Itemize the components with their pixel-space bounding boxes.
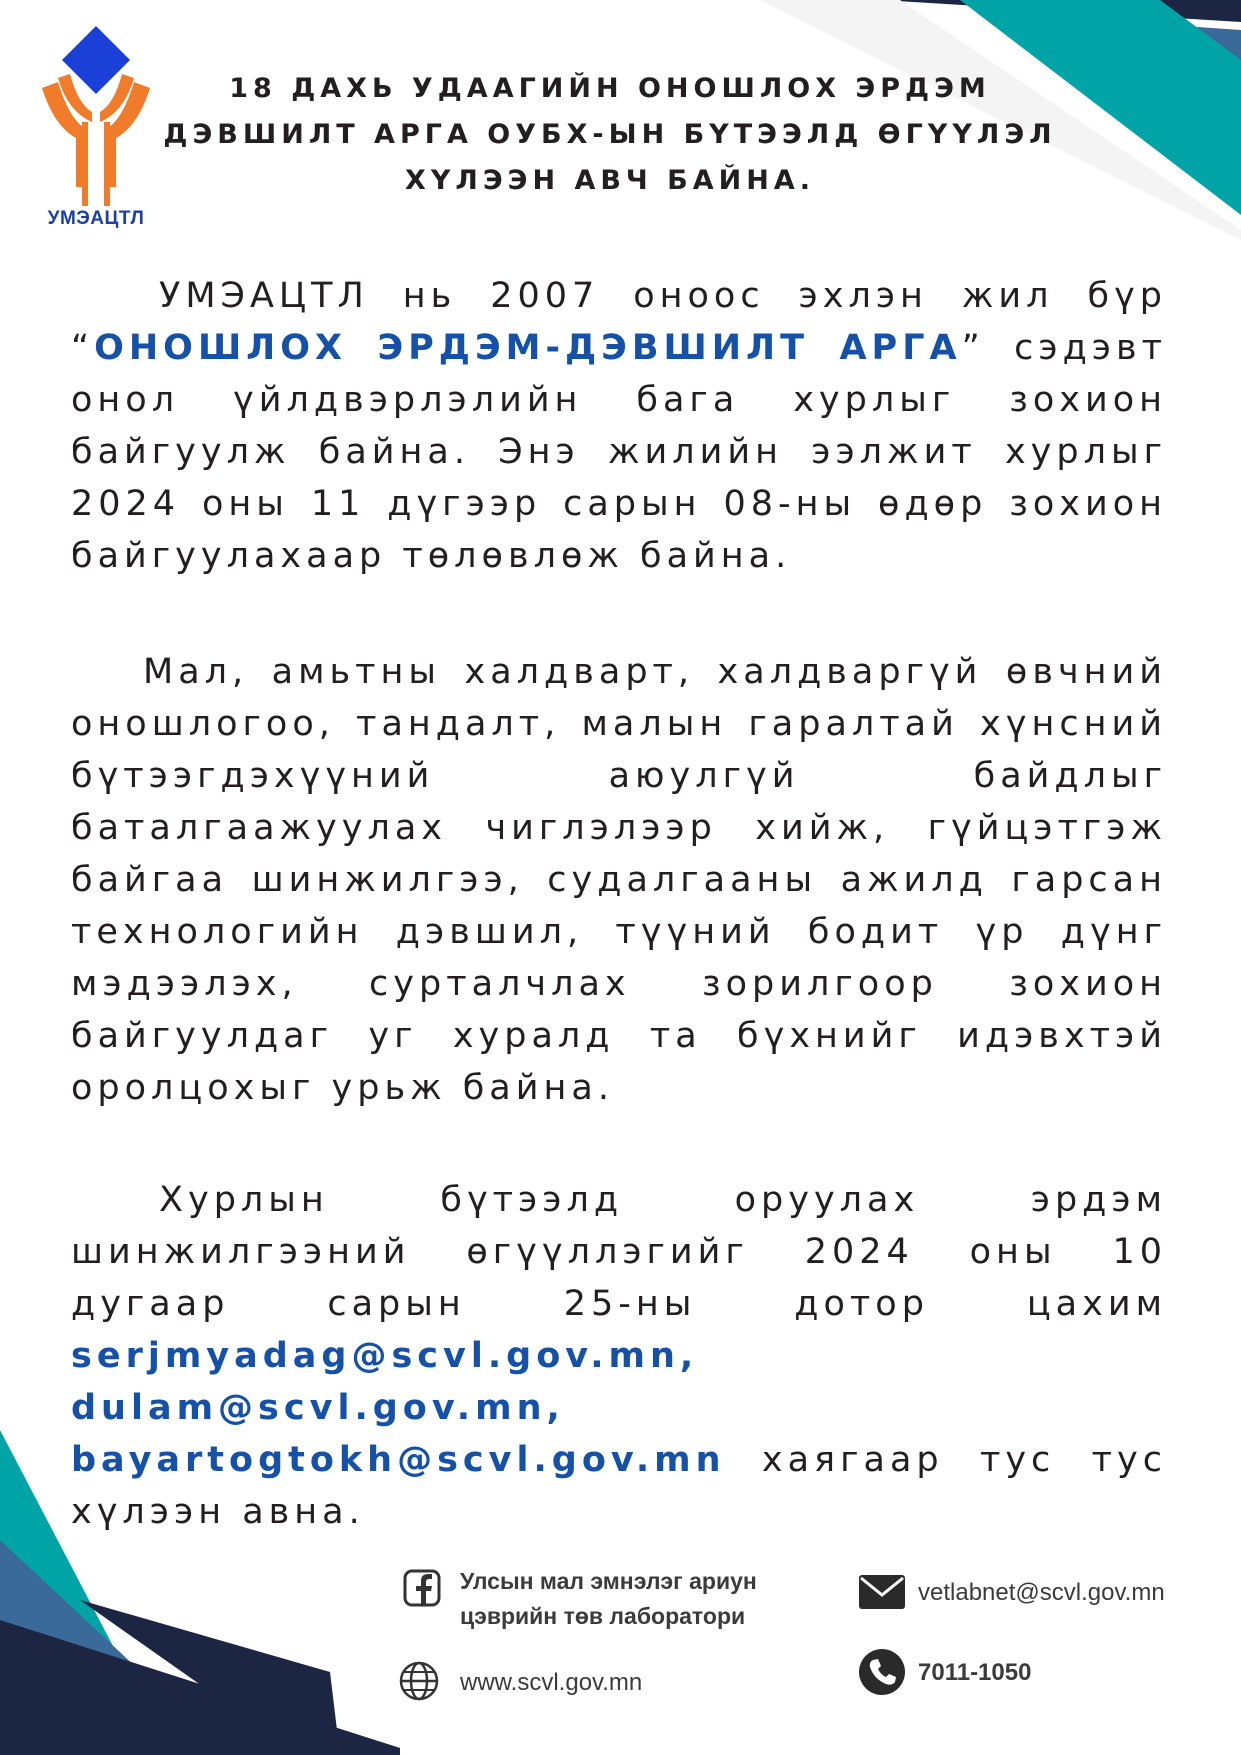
facebook-line-2: цэврийн төв лаборатори — [460, 1603, 746, 1629]
email-link-1[interactable]: serjmyadag@scvl.gov.mn, — [71, 1336, 699, 1376]
email-link-3[interactable]: bayartogtokh@scvl.gov.mn — [71, 1440, 726, 1480]
phone-number[interactable]: 7011-1050 — [918, 1659, 1032, 1686]
paragraph-intro — [71, 270, 1167, 582]
paragraph-topics — [71, 646, 1167, 1114]
logo-icon — [36, 22, 156, 237]
email-contact[interactable]: vetlabnet@scvl.gov.mn — [918, 1579, 1165, 1606]
facebook-page-name[interactable] — [460, 1564, 757, 1634]
conference-name: ОНОШЛОХ ЭРДЭМ-ДЭВШИЛТ АРГА — [94, 328, 962, 368]
paragraph-intro-text-2: ” сэдэвт онол үйлдвэрлэлийн бага хурлыг зохион байгуулж байна. Энэ жилийн ээлжит хурлыг 2024 оны 11 дүгээр сарын 08-ны өдөр зохион байгуулахаар төлөвлөж байна. — [71, 328, 1167, 576]
paragraph-submission — [71, 1174, 1167, 1538]
facebook-icon[interactable] — [402, 1568, 442, 1608]
facebook-line-1: Улсын мал эмнэлэг ариун — [460, 1568, 757, 1594]
mail-icon — [858, 1574, 906, 1610]
globe-icon — [398, 1660, 440, 1702]
website-link[interactable]: www.scvl.gov.mn — [460, 1669, 643, 1696]
paragraph-topics-text: Мал, амьтны халдварт, халдваргүй өвчний оношлогоо, тандалт, малын гаралтай хүнсний бүтээгдэхүүний аюулгүй байдлыг баталгаажуулах чиглэлээр хийж, гүйцэтгэж байгаа шинжилгээ, судалгааны ажилд гарсан технологийн дэвшил, түүний бодит үр дүнг мэдээлэх, сурталчлах зорилгоор зохион байгуулдаг уг хуралд та бүхнийг идэвхтэй оролцохыг урьж байна. — [71, 652, 1167, 1108]
paragraph-submission-text: Хурлын бүтээлд оруулах эрдэм шинжилгээний өгүүллэгийг 2024 оны 10 дугаар сарын 25-ны дотор цахим — [71, 1180, 1167, 1324]
page-title: 18 ДАХЬ УДААГИЙН ОНОШЛОХ ЭРДЭМ ДЭВШИЛТ АРГА ОУБХ-ЫН БҮТЭЭЛД ӨГҮҮЛЭЛ ХҮЛЭЭН АВЧ БАЙНА. — [163, 73, 1057, 196]
paragraph-submission-text-2: хаягаар тус тус хүлээн авна. — [71, 1440, 1167, 1532]
phone-icon — [858, 1648, 906, 1696]
logo-text: УМЭАЦТЛ — [47, 208, 145, 229]
paragraph-intro-text: УМЭАЦТЛ нь 2007 оноос эхлэн жил бүр “ — [71, 276, 1167, 368]
email-link-2[interactable]: dulam@scvl.gov.mn, — [71, 1388, 565, 1428]
